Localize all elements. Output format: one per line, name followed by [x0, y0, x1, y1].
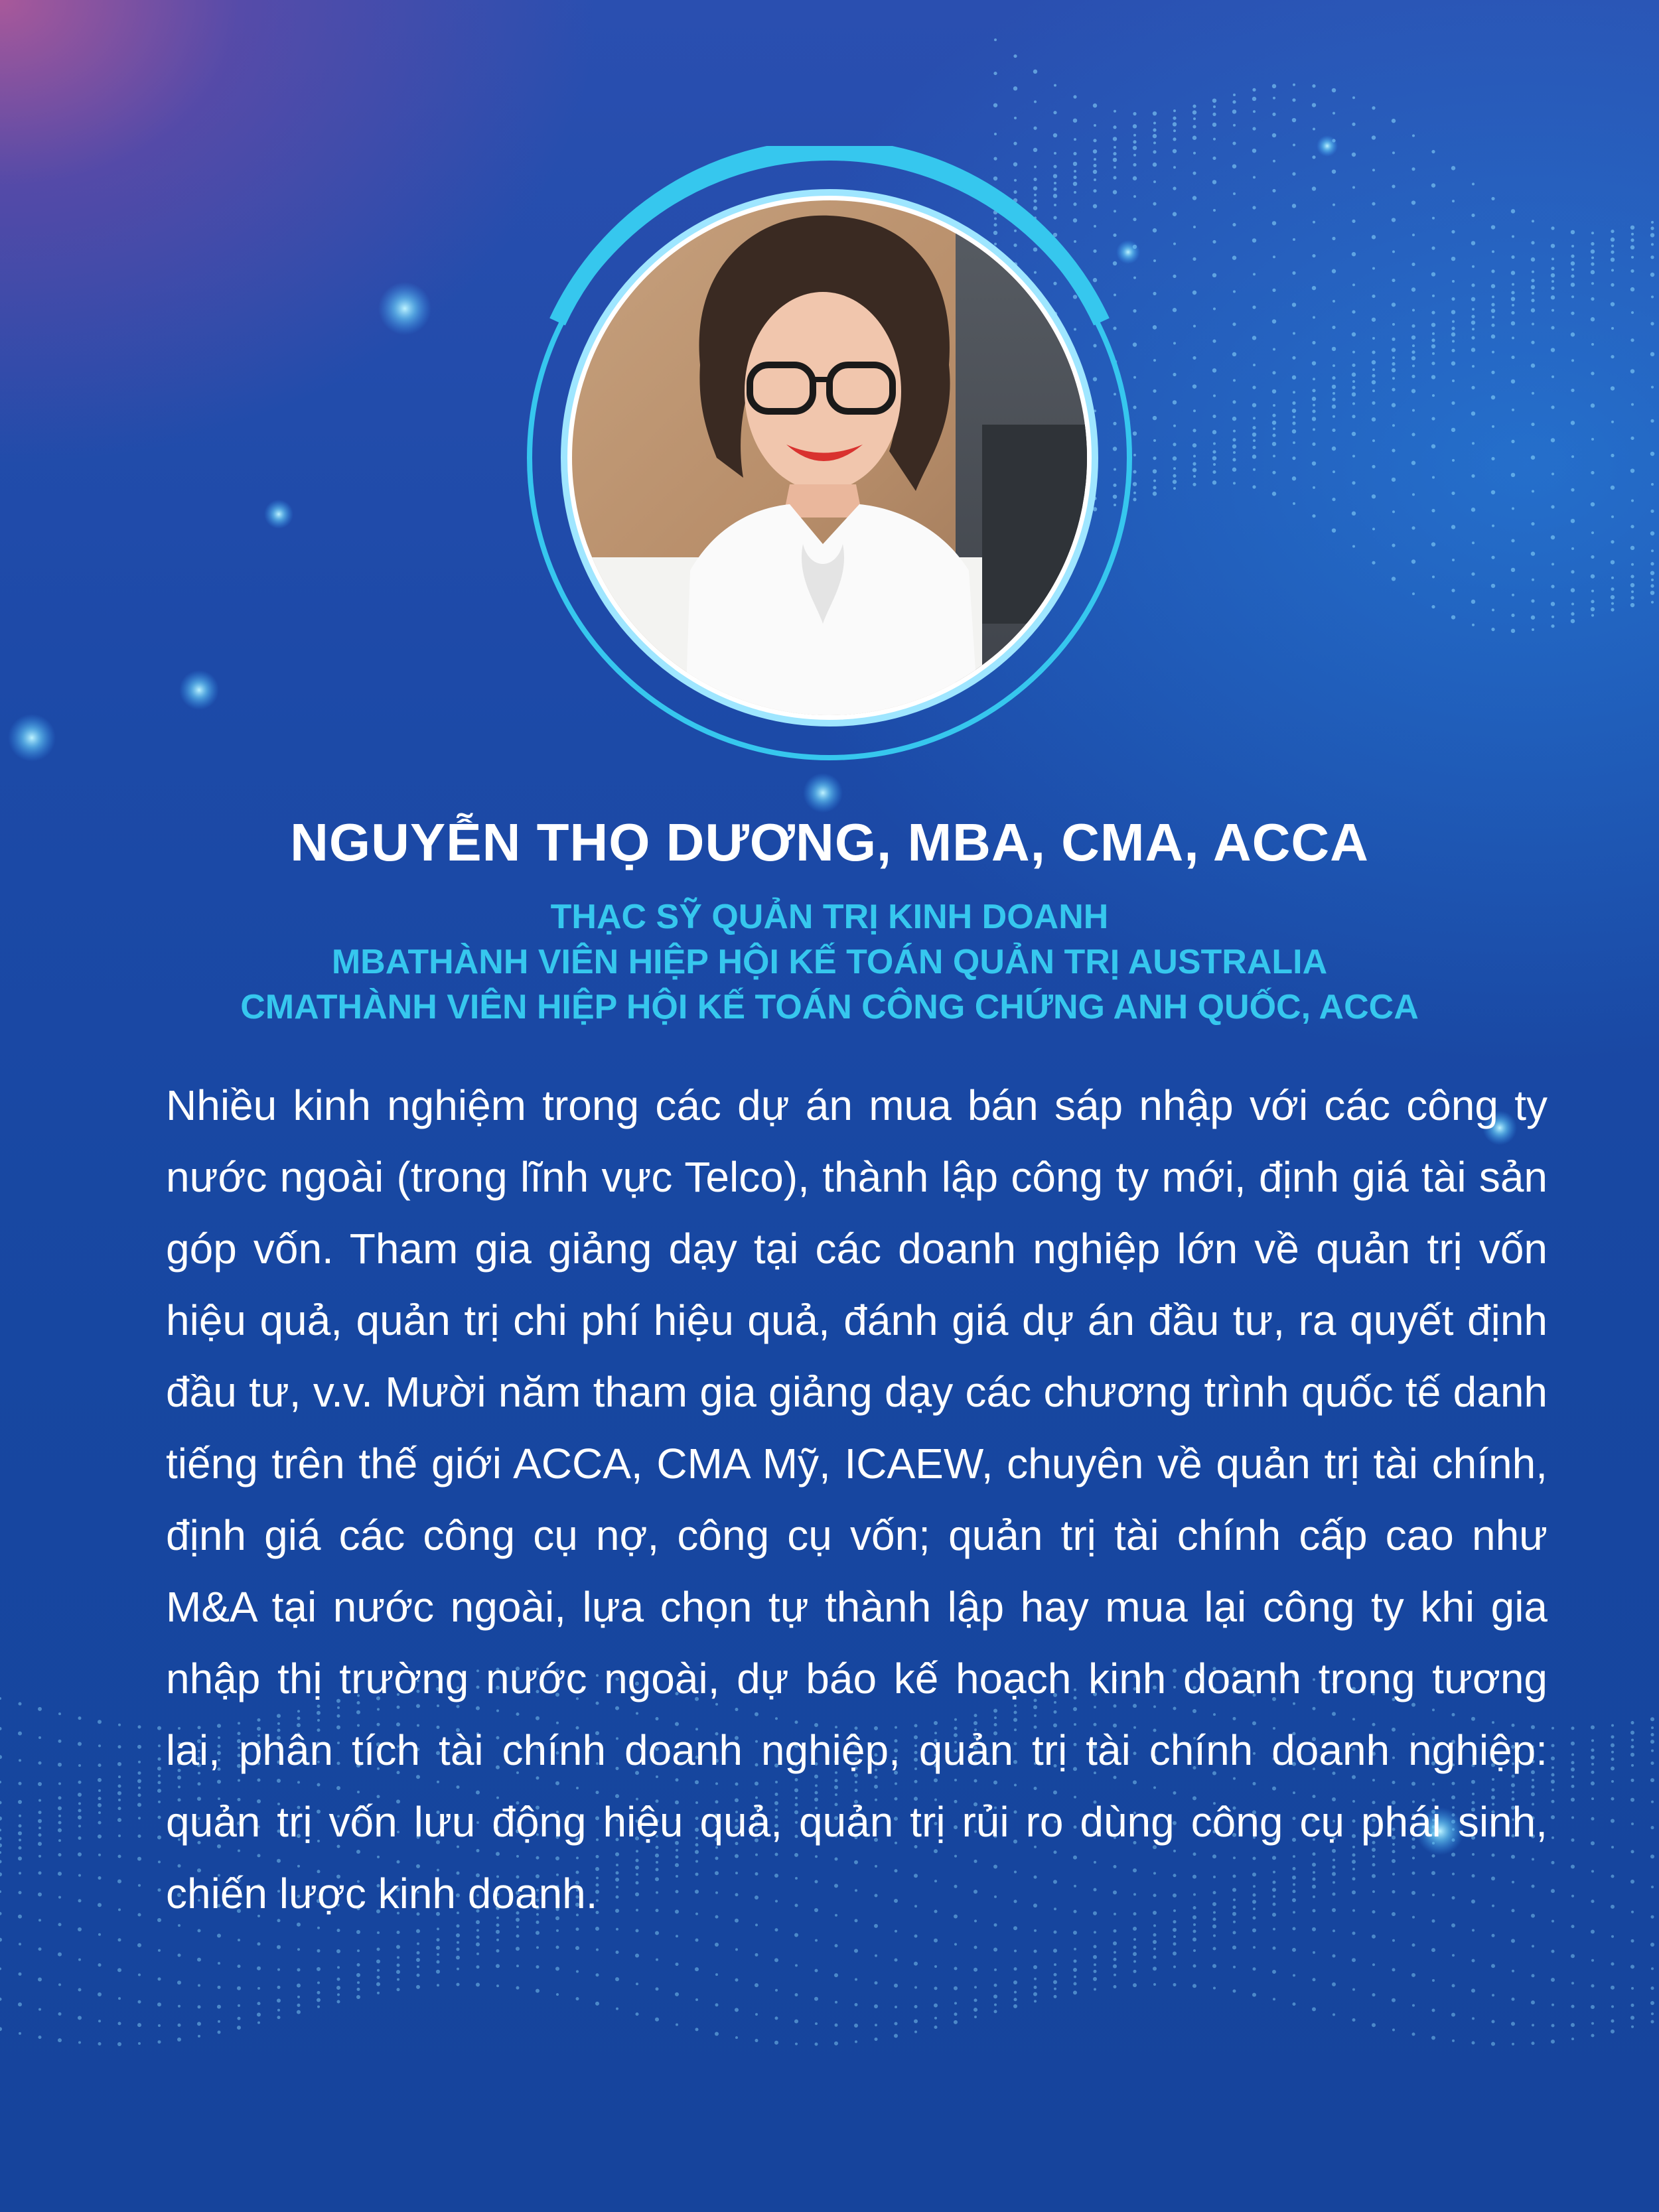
- credentials-list: [0, 894, 1659, 1030]
- credential-line: CMATHÀNH VIÊN HIỆP HỘI KẾ TOÁN CÔNG CHỨNG ANH QUỐC, ACCA: [240, 988, 1419, 1026]
- speaker-bio: Nhiều kinh nghiệm trong các dự án mua bán sáp nhập với các công ty nước ngoài (trong lĩnh vực Telco), thành lập công ty mới, định giá tài sản góp vốn. Tham gia giảng dạy tại các doanh nghiệp lớn về quản trị vốn hiệu quả, quản trị chi phí hiệu quả, đánh giá dự án đầu tư, ra quyết định đầu tư, v.v. Mười năm tham gia giảng dạy các chương trình quốc tế danh tiếng trên thế giới ACCA, CMA Mỹ, ICAEW, chuyên về quản trị tài chính, định giá các công cụ nợ, công cụ vốn; quản trị tài chính cấp cao như M&A tại nước ngoài, lựa chọn tự thành lập hay mua lại công ty khi gia nhập thị trường nước ngoài, dự báo kế hoạch kinh doanh trong tương lai, phân tích tài chính doanh nghiệp, quản trị tài chính doanh nghiệp: quản trị vốn lưu động hiệu quả, quản trị rủi ro dùng công cụ phái sinh, chiến lược kinh doanh.: [166, 1081, 1548, 1917]
- credential-line: THẠC SỸ QUẢN TRỊ KINH DOANH: [550, 898, 1109, 936]
- credential-line: MBATHÀNH VIÊN HIỆP HỘI KẾ TOÁN QUẢN TRỊ AUSTRALIA: [331, 943, 1328, 981]
- speaker-name: NGUYỄN THỌ DƯƠNG, MBA, CMA, ACCA: [290, 813, 1369, 872]
- portrait-frame: [518, 146, 1141, 770]
- portrait-ring: [518, 146, 1141, 770]
